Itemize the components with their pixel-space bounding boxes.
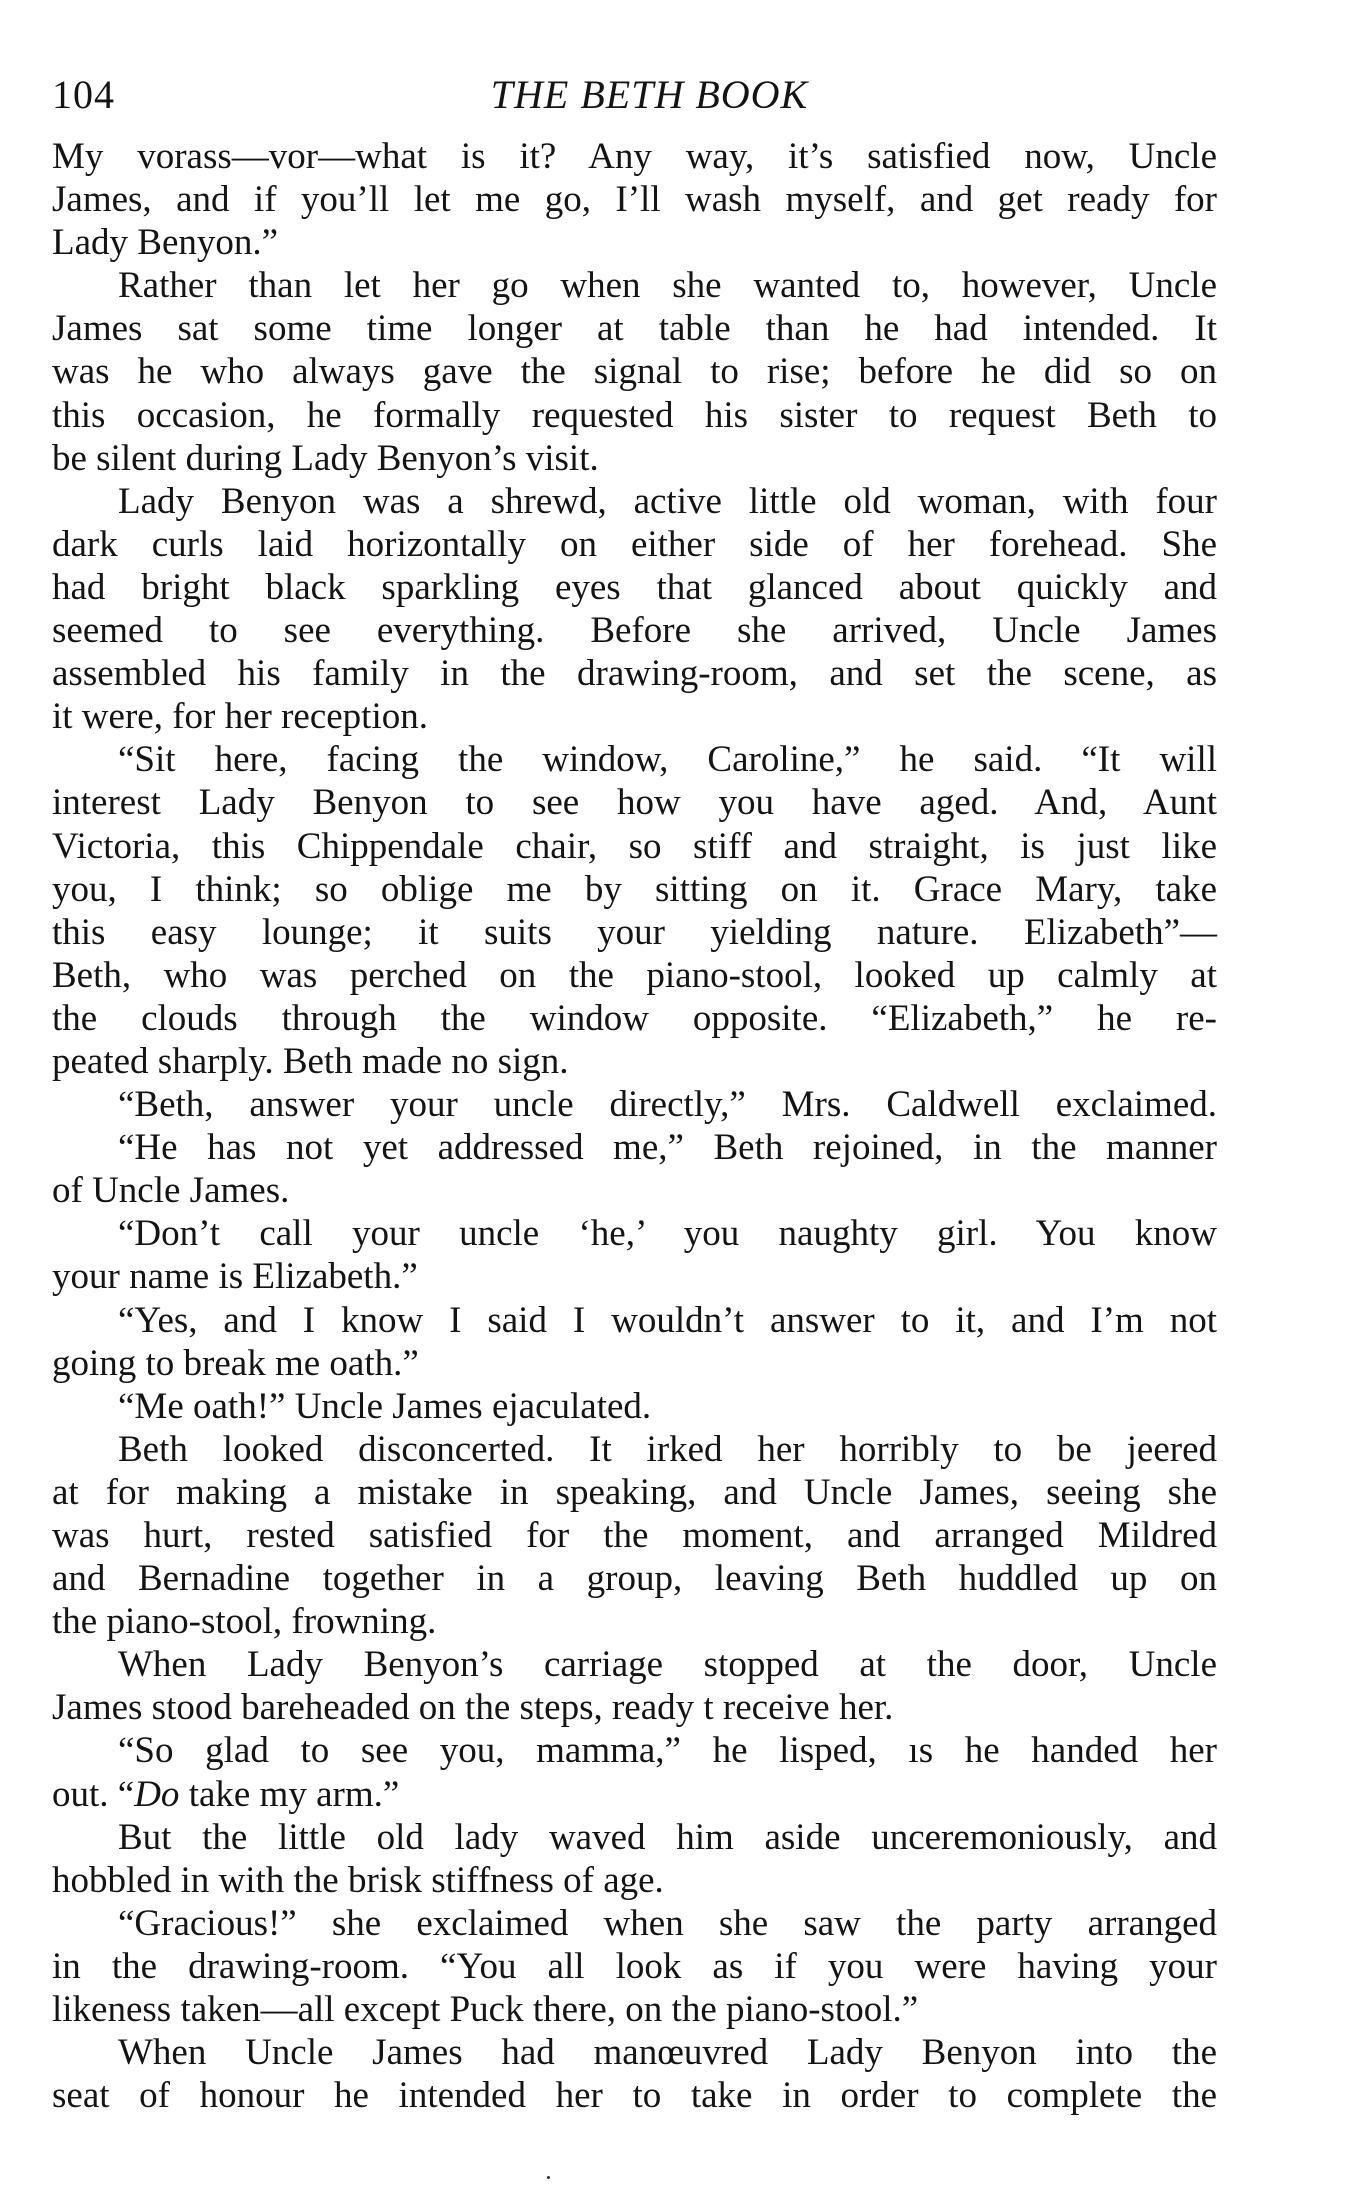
text-line: James stood bareheaded on the steps, ready t receive her. (52, 1687, 894, 1729)
text-line: the clouds through the window opposite. “Elizabeth,” he re- (52, 997, 1217, 1039)
text-line: and Bernadine together in a group, leaving Beth huddled up on (52, 1558, 1217, 1600)
body-text (52, 135, 1217, 2117)
text-line: But the little old lady waved him aside unceremoniously, and (118, 1816, 1217, 1858)
text-line: James, and if you’ll let me go, I’ll wash myself, and get ready for (52, 179, 1217, 221)
emphasis: Do (134, 1773, 180, 1815)
text-line: likeness taken—all except Puck there, on the piano-stool.” (52, 1989, 919, 2031)
text-line: was he who always gave the signal to rise; before he did so on (52, 351, 1217, 393)
text-line: assembled his family in the drawing-room, and set the scene, as (52, 653, 1217, 695)
text-line: was hurt, rested satisfied for the moment, and arranged Mildred (52, 1515, 1217, 1556)
text-line: When Lady Benyon’s carriage stopped at the door, Uncle (118, 1644, 1217, 1686)
text-line: out. “Do take my arm.” (52, 1773, 400, 1815)
text-line: “So glad to see you, mamma,” he lisped, ıs he handed her (118, 1730, 1217, 1772)
text-line: Lady Benyon.” (52, 222, 279, 264)
text-line: this occasion, he formally requested his sister to request Beth to (52, 394, 1217, 436)
text-line: Victoria, this Chippendale chair, so stiff and straight, is just like (52, 825, 1217, 867)
running-title: THE BETH BOOK (490, 72, 809, 117)
text-line: My vorass—vor—what is it? Any way, it’s satisfied now, Uncle (52, 136, 1217, 177)
text-line: be silent during Lady Benyon’s visit. (52, 437, 599, 479)
text-line: “Don’t call your uncle ‘he,’ you naughty girl. You know (118, 1213, 1217, 1255)
text-line: at for making a mistake in speaking, and Uncle James, seeing she (52, 1471, 1217, 1513)
text-line: James sat some time longer at table than he had intended. It (52, 308, 1217, 350)
text-line: “Sit here, facing the window, Caroline,” he said. “It will (118, 739, 1217, 781)
text-line: Beth, who was perched on the piano-stool, looked up calmly at (52, 954, 1217, 996)
text-line: “Me oath!” Uncle James ejaculated. (118, 1385, 652, 1427)
page-header (52, 70, 1217, 120)
text-line: it were, for her reception. (52, 696, 428, 738)
text-line: had bright black sparkling eyes that glanced about quickly and (52, 566, 1217, 608)
text-line: Beth looked disconcerted. It irked her horribly to be jeered (118, 1428, 1217, 1470)
text-line: “Gracious!” she exclaimed when she saw the party arranged (118, 1902, 1217, 1944)
text-line: When Uncle James had manœuvred Lady Benyon into the (118, 2032, 1217, 2074)
text-line: Lady Benyon was a shrewd, active little old woman, with four (118, 480, 1217, 522)
text-line: interest Lady Benyon to see how you have aged. And, Aunt (52, 782, 1217, 824)
text-line: seat of honour he intended her to take in order to complete the (52, 2075, 1217, 2117)
text-line: peated sharply. Beth made no sign. (52, 1040, 569, 1082)
text-line: hobbled in with the brisk stiffness of age. (52, 1859, 664, 1901)
text-line: your name is Elizabeth.” (52, 1256, 418, 1298)
text-line: dark curls laid horizontally on either side of her forehead. She (52, 523, 1217, 565)
print-speck (547, 2176, 550, 2179)
text-line: of Uncle James. (52, 1170, 290, 1212)
text-line: the piano-stool, frowning. (52, 1601, 437, 1643)
text-line: “Yes, and I know I said I wouldn’t answer to it, and I’m not (118, 1299, 1217, 1341)
text-line: in the drawing-room. “You all look as if you were having your (52, 1945, 1217, 1987)
text-line: this easy lounge; it suits your yielding nature. Elizabeth”— (52, 911, 1217, 953)
text-line: going to break me oath.” (52, 1342, 419, 1384)
text-line: “He has not yet addressed me,” Beth rejoined, in the manner (118, 1127, 1217, 1169)
text-line: Rather than let her go when she wanted to, however, Uncle (118, 265, 1217, 307)
text-line: seemed to see everything. Before she arrived, Uncle James (52, 610, 1217, 652)
text-line: you, I think; so oblige me by sitting on it. Grace Mary, take (52, 868, 1217, 910)
text-line: “Beth, answer your uncle directly,” Mrs. Caldwell exclaimed. (118, 1084, 1217, 1126)
page-number: 104 (52, 72, 115, 117)
